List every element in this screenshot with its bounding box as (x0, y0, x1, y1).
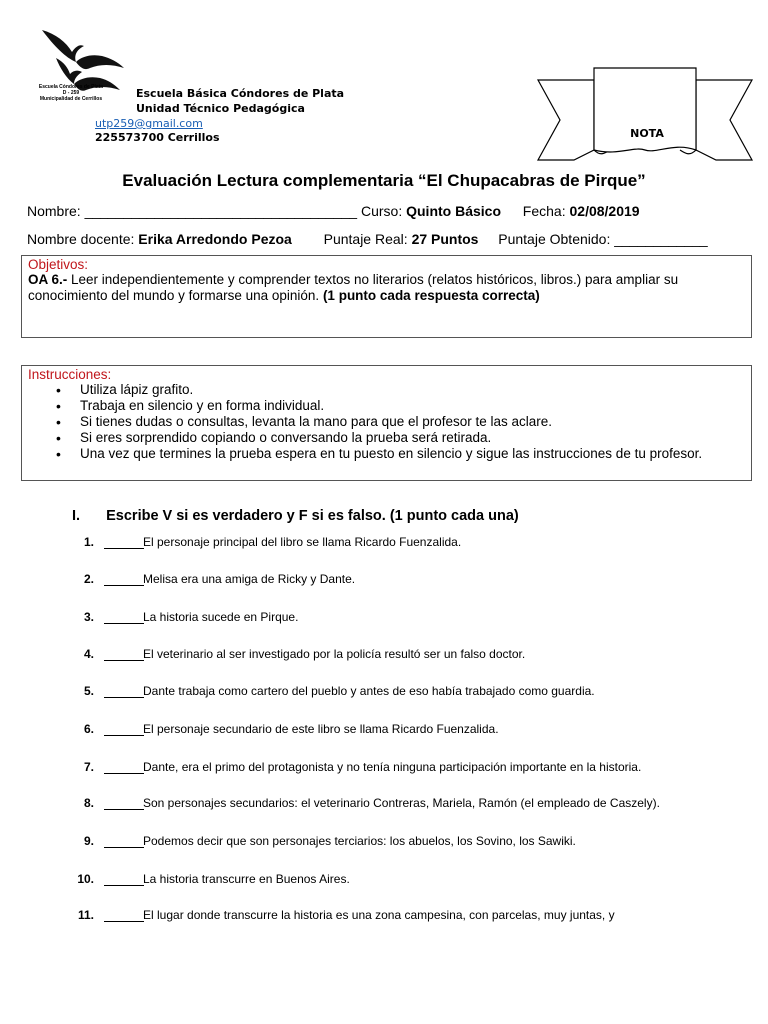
grade-ribbon-icon (534, 66, 756, 162)
section-heading (72, 508, 519, 524)
instructions-heading: Instrucciones: (28, 367, 112, 382)
answer-blank[interactable] (104, 647, 144, 661)
page-title: Evaluación Lectura complementaria “El Chupacabras de Pirque” (122, 171, 646, 190)
course-value: Quinto Básico (406, 203, 502, 219)
date-label: Fecha: (522, 203, 566, 219)
list-item: • Una vez que termines la prueba espera en tu puesto en silencio y sigue las instrucciones de tu profesor. (80, 446, 745, 462)
answer-blank[interactable] (104, 908, 144, 922)
answer-blank[interactable] (104, 535, 144, 549)
objectives-heading: Objetivos: (28, 257, 89, 272)
list-item: • Trabaja en silencio y en forma individual. (80, 398, 745, 414)
answer-blank[interactable] (104, 834, 144, 848)
answer-blank[interactable] (104, 572, 144, 586)
date-value: 02/08/2019 (569, 203, 640, 219)
teacher-label: Nombre docente: (27, 231, 135, 247)
answer-blank[interactable] (104, 796, 144, 810)
logo-caption: Escuela Cóndores de Plata D - 259 Municipalidad de Cerrillos (38, 84, 104, 102)
instructions-list (28, 382, 745, 462)
objective-points: (1 punto cada respuesta correcta) (322, 288, 540, 303)
teacher-info-row (27, 231, 708, 247)
list-item: • Si eres sorprendido copiando o conversando la prueba será retirada. (80, 430, 745, 446)
student-info-row (27, 203, 640, 219)
objective-code: OA 6.- (28, 272, 68, 287)
teacher-value: Erika Arredondo Pezoa (138, 231, 292, 247)
course-label: Curso: (360, 203, 403, 219)
name-field[interactable]: Nombre: ___________________________________ (27, 203, 358, 219)
school-info (136, 86, 344, 116)
answer-blank[interactable] (104, 684, 144, 698)
answer-blank[interactable] (104, 722, 144, 736)
school-name: Escuela Básica Cóndores de Plata (136, 87, 345, 100)
obtained-score-field[interactable]: Puntaje Obtenido: ____________ (498, 231, 708, 247)
objective-description: Leer independientemente y comprender textos no literarios (relatos históricos, libros.) para ampliar su conocimiento del mundo y formarse una opinión. (28, 272, 679, 303)
real-score-label: Puntaje Real: (323, 231, 408, 247)
department-name: Unidad Técnico Pedagógica (136, 102, 305, 115)
section-numeral: I. (72, 508, 81, 524)
grade-label: NOTA (630, 127, 664, 140)
list-item: • Si tienes dudas o consultas, levanta la mano para que el profesor te las aclare. (80, 414, 745, 430)
real-score-value: 27 Puntos (411, 231, 479, 247)
objectives-box (21, 255, 752, 338)
list-item: • Utiliza lápiz grafito. (80, 382, 745, 398)
answer-blank[interactable] (104, 760, 144, 774)
instructions-box (21, 365, 752, 481)
answer-blank[interactable] (104, 872, 144, 886)
section-title: Escribe V si es verdadero y F si es falso. (1 punto cada una) (106, 508, 519, 524)
objectives-text (28, 272, 745, 304)
email-link[interactable]: utp259@gmail.com (95, 117, 203, 130)
phone-city: 225573700 Cerrillos (95, 131, 220, 144)
answer-blank[interactable] (104, 610, 144, 624)
